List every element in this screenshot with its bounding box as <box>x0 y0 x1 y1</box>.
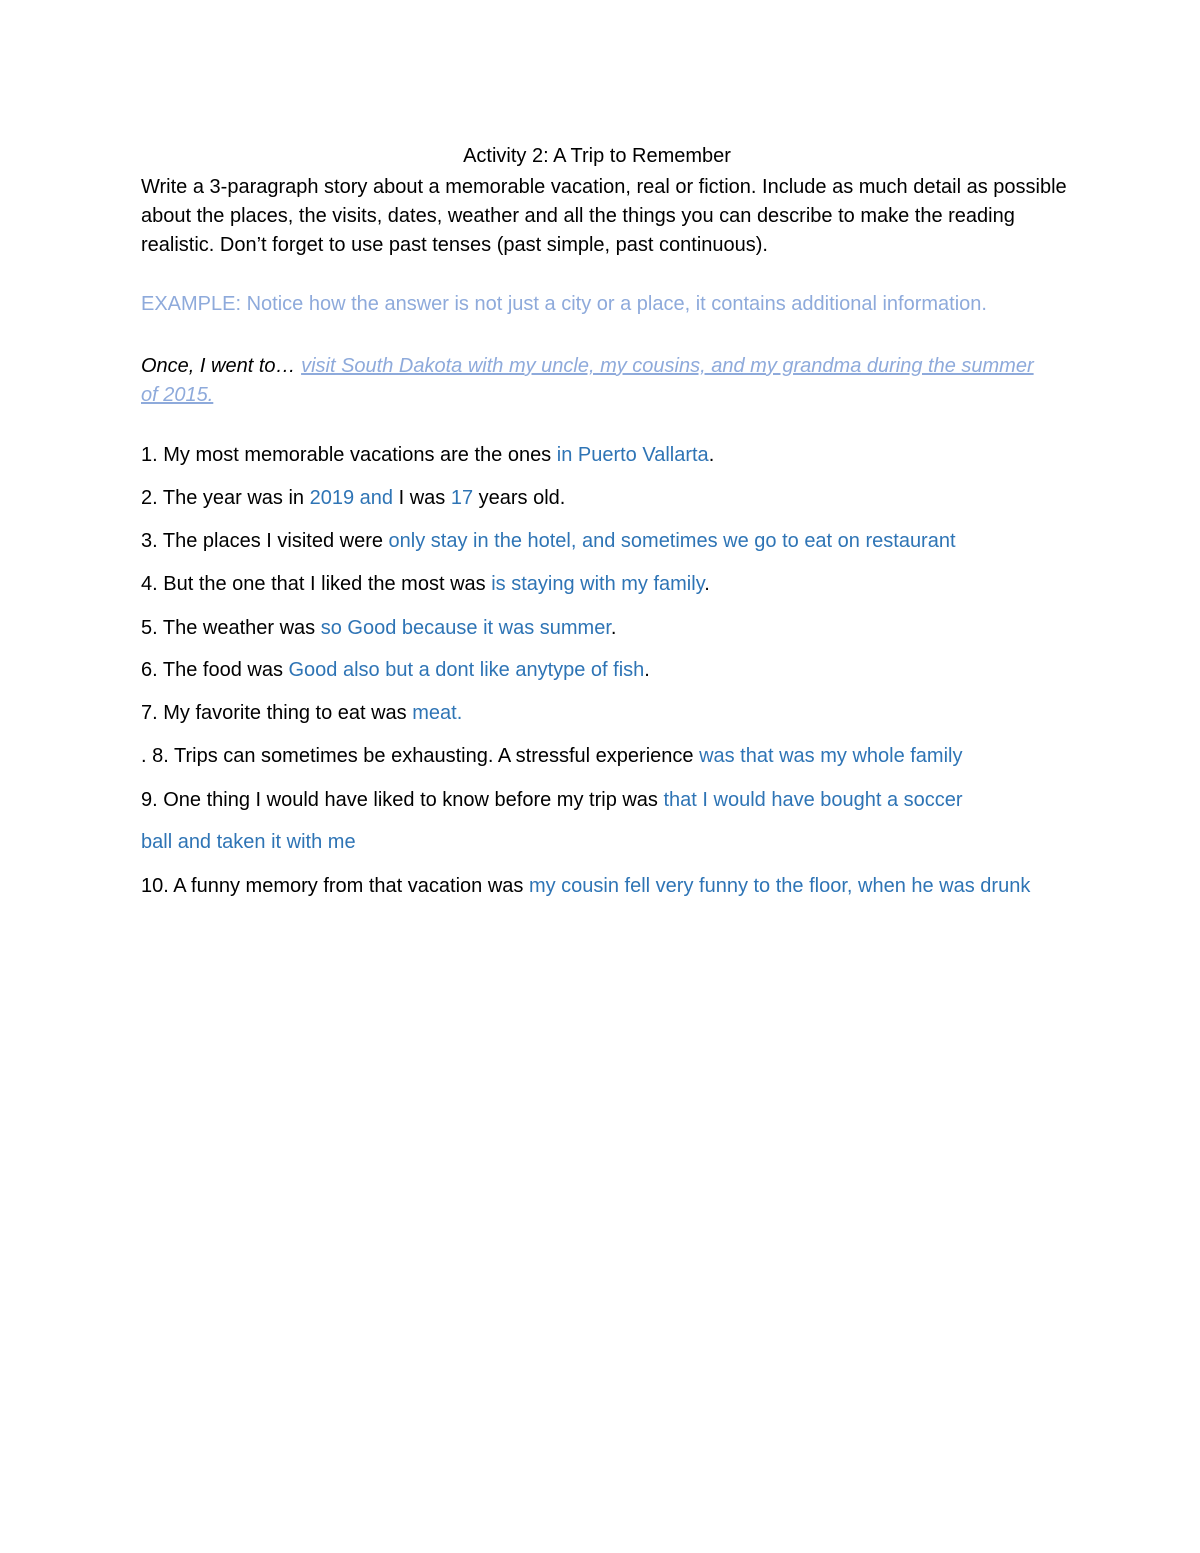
example-answer: visit South Dakota with my uncle, my cousins, and my grandma during the summer of 2015. <box>141 355 1034 406</box>
question-answer: in Puerto Vallarta <box>556 444 709 466</box>
question-answer: my cousin fell very funny to the floor, when he was drunk <box>528 875 1031 897</box>
question-answer: is staying with my family <box>491 573 705 595</box>
question-answer: was that was my whole family <box>699 745 963 767</box>
question-3 <box>141 527 1081 556</box>
question-suffix: . <box>708 444 715 466</box>
question-prompt: 9. One thing I would have liked to know before my trip was <box>141 789 664 811</box>
question-answer: only stay in the hotel, and sometimes we go to eat on restaurant <box>388 530 956 552</box>
question-10 <box>141 872 1056 901</box>
instructions-paragraph: Write a 3-paragraph story about a memorable vacation, real or fiction. Include as much detail as possible about the places, the visits, dates, weather and all the things you can describe to make the reading realistic. Don’t forget to use past tenses (past simple, past continuous). <box>141 176 1067 256</box>
question-9 <box>141 786 1081 815</box>
question-8 <box>141 742 1081 771</box>
question-9-continuation <box>141 828 1081 857</box>
question-answer: ball and taken it with me <box>141 831 356 853</box>
example-sentence <box>141 352 1041 410</box>
document-title: Activity 2: A Trip to Remember <box>463 145 731 167</box>
question-1 <box>141 441 1081 470</box>
question-mid: I was <box>393 487 451 509</box>
question-answer-year: 2019 and <box>309 487 394 509</box>
question-answer-age: 17 <box>450 487 474 509</box>
question-6 <box>141 656 1081 685</box>
example-note: EXAMPLE: Notice how the answer is not just a city or a place, it contains additional information. <box>141 293 987 315</box>
question-answer: meat. <box>412 702 463 724</box>
question-prompt: . 8. Trips can sometimes be exhausting. A stressful experience <box>141 745 700 767</box>
question-suffix: . <box>704 573 710 595</box>
question-suffix: years old. <box>473 487 566 509</box>
question-prompt: 3. The places I visited were <box>141 530 389 552</box>
question-4 <box>141 570 1081 599</box>
question-answer: Good also but a dont like anytype of fish <box>288 659 645 681</box>
question-answer: that I would have bought a soccer <box>663 789 963 811</box>
question-prompt: 6. The food was <box>141 659 289 681</box>
question-prompt: 4. But the one that I liked the most was <box>141 573 492 595</box>
question-prompt: 2. The year was in <box>141 487 310 509</box>
question-2 <box>141 484 1081 513</box>
question-prompt: 10. A funny memory from that vacation was <box>141 875 529 897</box>
question-prompt: 7. My favorite thing to eat was <box>141 702 413 724</box>
question-answer: so Good because it was summer <box>320 617 611 639</box>
question-7 <box>141 699 1081 728</box>
question-suffix: . <box>610 617 617 639</box>
question-prompt: 1. My most memorable vacations are the ones <box>141 444 557 466</box>
example-prompt: Once, I went to… <box>141 355 302 377</box>
question-suffix: . <box>644 659 650 681</box>
question-prompt: 5. The weather was <box>141 617 321 639</box>
question-5 <box>141 614 1081 643</box>
